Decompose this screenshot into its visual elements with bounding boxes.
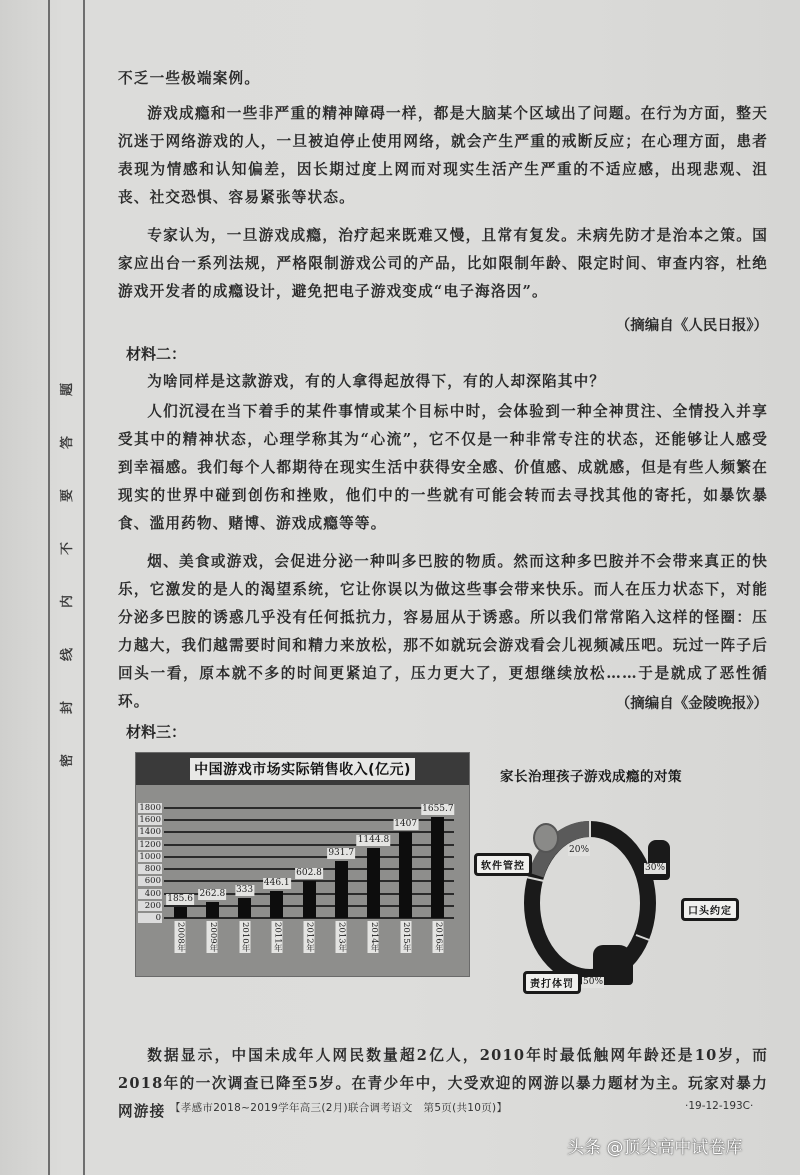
chart-title: 家长治理孩子游戏成瘾的对策 (500, 769, 682, 785)
seal-line-outer (48, 0, 50, 1175)
paragraph: 烟、美食或游戏，会促进分泌一种叫多巴胺的物质。然而这种多巴胺并不会带来真正的快乐，它激发的是人的渴望系统，它让你误以为做这些事会带来快乐。而人在压力状态下，对能分泌多巴胺的诱惑几乎没有任何抵抗力，容易屈从于诱惑。所以我们常常陷入这样的怪圈：压力越大，我们越需要时间和精力来放松，那不如就玩会游戏看会儿视频减压吧。玩过一阵子后回头一看，原本就不多的时间更紧迫了，压力更大了，更想继续放松……于是就成了恶性循环。 (118, 553, 768, 710)
seal-char: 密 (60, 753, 76, 768)
seal-char: 封 (60, 700, 76, 715)
x-tick-label: 2008年 (175, 922, 186, 953)
bar (238, 898, 251, 918)
chart-title: 中国游戏市场实际销售收入(亿元) (190, 758, 415, 780)
x-tick-label: 2009年 (207, 922, 218, 953)
seal-line-notice (52, 380, 80, 770)
chart-plot-area (139, 803, 454, 970)
y-tick-label: 1800 (139, 803, 161, 813)
bar (335, 861, 348, 918)
bar-value-label: 185.6 (167, 893, 193, 904)
x-tick-label: 2012年 (304, 922, 315, 953)
bar-value-label: 602.8 (296, 868, 322, 879)
bar (174, 907, 187, 918)
source-citation: （摘编自《金陵晚报》） (615, 695, 768, 712)
paragraph: 数据显示，中国未成年人网民数量超2亿人，2010年时最低触网年龄还是10岁，而2018年的一次调查已降至5岁。在青少年中，大受欢迎的网游以暴力题材为主。玩家对暴力网游接 (118, 1047, 768, 1120)
seal-char: 题 (60, 382, 76, 397)
page-footer: 【孝感市2018~2019学年高三(2月)联合调考语文 第5页(共10页)】 (170, 1102, 508, 1114)
bar-value-label: 931.7 (328, 848, 355, 859)
watermark: 头条 @顶尖高中试卷库 (567, 1138, 743, 1158)
y-tick-label: 1200 (139, 839, 161, 850)
chart-title-band (136, 753, 469, 785)
x-tick-label: 2014年 (368, 922, 379, 953)
bar (303, 881, 316, 918)
bar (270, 891, 283, 918)
percent-label: 50% (583, 977, 604, 987)
seal-char: 要 (60, 488, 76, 503)
seal-char: 线 (60, 647, 76, 662)
y-tick-label: 400 (138, 889, 162, 899)
seal-char: 不 (60, 541, 76, 556)
source-citation: （摘编自《人民日报》） (615, 317, 768, 334)
x-tick-label: 2016年 (433, 922, 444, 953)
paragraph: 为啥同样是这款游戏，有的人拿得起放得下，有的人却深陷其中？ (147, 373, 606, 390)
bar (431, 817, 444, 918)
y-tick-label: 800 (138, 864, 162, 874)
x-tick-label: 2010年 (240, 922, 251, 953)
seal-char: 答 (60, 435, 76, 450)
paragraph: 游戏成瘾和一些非严重的精神障碍一样，都是大脑某个区域出了问题。在行为方面，整天沉迷于网络游戏的人，一旦被迫停止使用网络，就会产生严重的戒断反应；在心理方面，患者表现为情感和认知偏差，因长期过度上网而对现实生活产生严重的不适应感，出现悲观、沮丧、社交恐惧、容易紧张等状态。 (118, 105, 768, 206)
bar (367, 848, 380, 918)
bar (206, 902, 219, 918)
bar-value-label: 262.8 (199, 888, 226, 899)
y-tick-label: 200 (138, 901, 162, 911)
verbal-agreement-figure-icon (648, 840, 670, 880)
y-tick-label: 1000 (139, 851, 161, 862)
bar (399, 832, 412, 918)
category-label-software-control: 软件管控 (474, 853, 532, 876)
strategy-donut-chart (478, 755, 778, 1005)
seal-char: 内 (60, 594, 76, 609)
y-tick-label: 1600 (139, 815, 161, 826)
gridline (164, 807, 454, 809)
category-label-verbal-agreement: 口头约定 (681, 898, 739, 921)
bar-value-label: 1655.7 (422, 803, 454, 814)
percent-label: 20% (569, 845, 590, 855)
bar-value-label: 446.1 (263, 877, 290, 888)
x-tick-label: 2015年 (401, 922, 412, 953)
y-tick-label: 0 (138, 913, 162, 923)
bar-value-label: 1144.8 (357, 835, 390, 846)
material-two-heading: 材料二： (126, 345, 187, 363)
bar-value-label: 333 (235, 884, 254, 895)
software-control-icon (533, 823, 559, 853)
x-tick-label: 2013年 (336, 922, 347, 953)
seal-line-inner (83, 0, 85, 1175)
exam-code: ·19-12-193C· (685, 1100, 754, 1112)
revenue-bar-chart (135, 752, 470, 977)
bar-value-label: 1407 (394, 819, 418, 830)
paragraph: 专家认为，一旦游戏成瘾，治疗起来既难又慢，且常有复发。未病先防才是治本之策。国家应出台一系列法规，严格限制游戏公司的产品，比如限制年龄、限定时间、审查内容，杜绝游戏开发者的成瘾设计，避免把电子游戏变成“电子海洛因”。 (118, 227, 768, 300)
paragraph: 人们沉浸在当下着手的某件事情或某个目标中时，会体验到一种全神贯注、全情投入并享受其中的精神状态，心理学称其为“心流”，它不仅是一种非常专注的状态，还能够让人感受到幸福感。我们每个人都期待在现实生活中获得安全感、价值感、成就感，但是有些人频繁在现实的世界中碰到创伤和挫败，他们中的一些就有可能会转而去寻找其他的寄托，如暴饮暴食、滥用药物、赌博、游戏成瘾等等。 (118, 403, 768, 532)
percent-label: 30% (645, 863, 666, 873)
category-label-punishment: 责打体罚 (523, 971, 581, 994)
paragraph: 不乏一些极端案例。 (118, 70, 261, 87)
material-three-heading: 材料三： (126, 723, 187, 741)
x-tick-label: 2011年 (272, 922, 283, 953)
y-tick-label: 600 (138, 876, 162, 886)
y-tick-label: 1400 (139, 827, 161, 838)
